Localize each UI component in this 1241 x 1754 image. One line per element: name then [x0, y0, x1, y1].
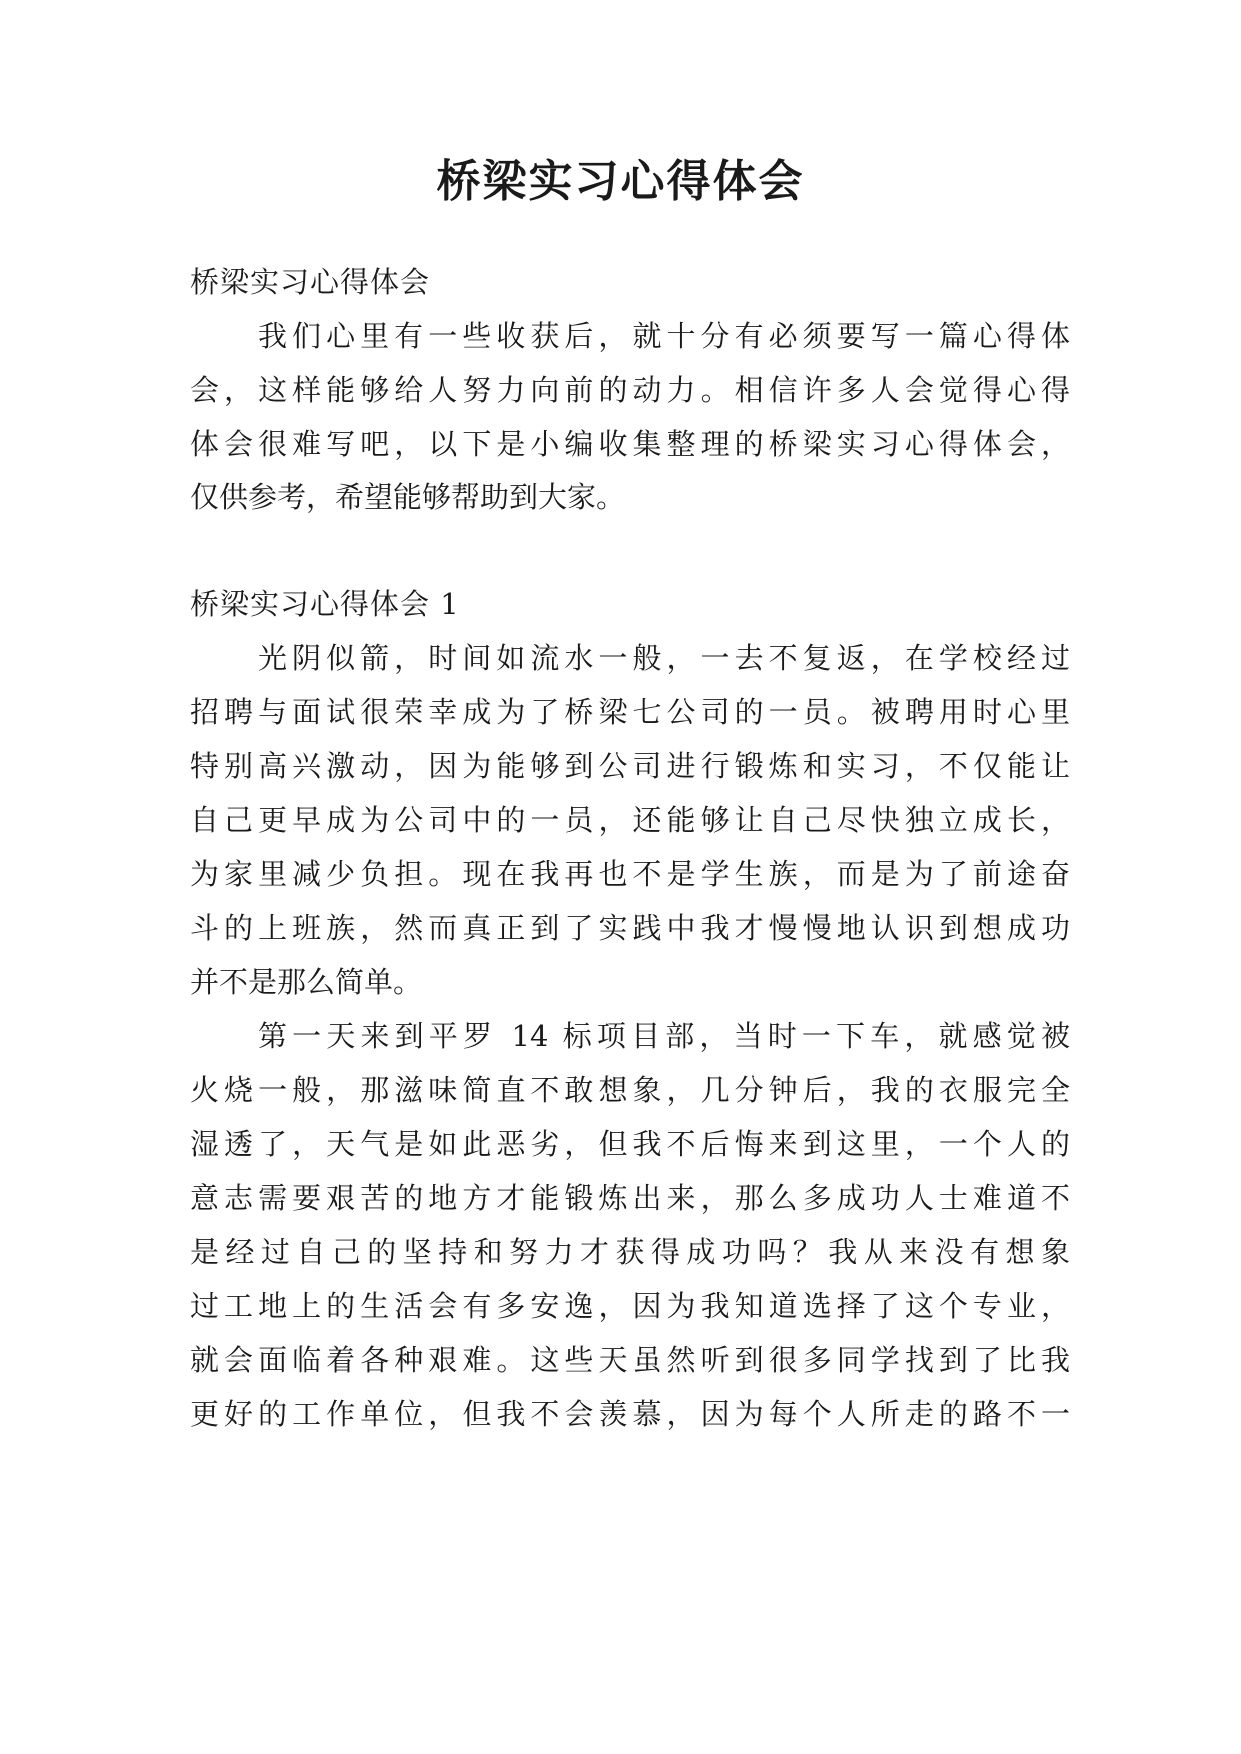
section-1-p1-line-7: 并不是那么简单。 [190, 965, 423, 999]
section-1-p1-line-5: 为家里减少负担。现在我再也不是学生族，而是为了前途奋 [190, 857, 1070, 891]
section-1-heading: 桥梁实习心得体会 1 [190, 587, 460, 621]
document-title: 桥梁实习心得体会 [436, 156, 805, 207]
intro-line-4: 仅供参考，希望能够帮助到大家。 [190, 480, 626, 514]
section-1-p1-line-2: 招聘与面试很荣幸成为了桥梁七公司的一员。被聘用时心里 [190, 695, 1070, 729]
section-1-p2-line-1: 第一天来到平罗 14 标项目部，当时一下车，就感觉被 [258, 1019, 1070, 1053]
intro-line-3: 体会很难写吧，以下是小编收集整理的桥梁实习心得体会， [190, 427, 1070, 461]
section-1-p2-line-6: 过工地上的生活会有多安逸，因为我知道选择了这个专业， [190, 1289, 1070, 1323]
section-1-p2-line-5: 是经过自己的坚持和努力才获得成功吗？我从来没有想象 [190, 1235, 1070, 1269]
section-1-p2-line-3: 湿透了，天气是如此恶劣，但我不后悔来到这里，一个人的 [190, 1127, 1070, 1161]
section-1-p2-line-2: 火烧一般，那滋味简直不敢想象，几分钟后，我的衣服完全 [190, 1073, 1070, 1107]
intro-heading: 桥梁实习心得体会 [190, 265, 431, 299]
section-1-p1-line-1: 光阴似箭，时间如流水一般，一去不复返，在学校经过 [258, 641, 1070, 675]
section-1-p2-line-4: 意志需要艰苦的地方才能锻炼出来，那么多成功人士难道不 [190, 1181, 1070, 1215]
intro-line-2: 会，这样能够给人努力向前的动力。相信许多人会觉得心得 [190, 373, 1070, 407]
section-1-p2-line-7: 就会面临着各种艰难。这些天虽然听到很多同学找到了比我 [190, 1343, 1070, 1377]
intro-line-1: 我们心里有一些收获后，就十分有必须要写一篇心得体 [258, 319, 1070, 353]
section-1-p2-line-8: 更好的工作单位，但我不会羡慕，因为每个人所走的路不一 [190, 1397, 1070, 1431]
section-1-p1-line-4: 自己更早成为公司中的一员，还能够让自己尽快独立成长， [190, 803, 1070, 837]
section-1-p1-line-3: 特别高兴激动，因为能够到公司进行锻炼和实习，不仅能让 [190, 749, 1070, 783]
section-1-p1-line-6: 斗的上班族，然而真正到了实践中我才慢慢地认识到想成功 [190, 911, 1070, 945]
